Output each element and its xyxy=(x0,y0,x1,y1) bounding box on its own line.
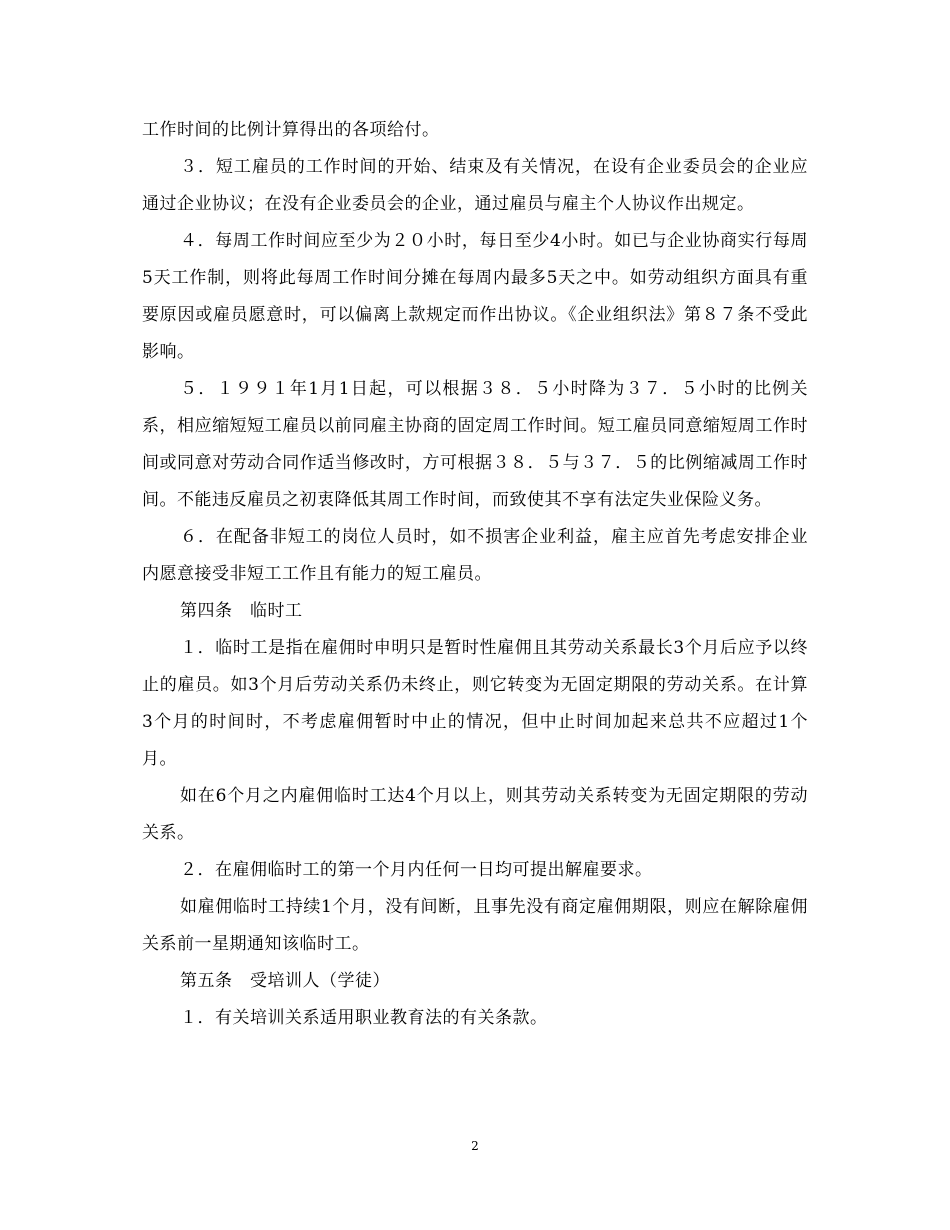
paragraph: ５．１９９１年1月1日起，可以根据３８．５小时降为３７．５小时的比例关系，相应缩短短工雇员以前同雇主协商的固定周工作时间。短工雇员同意缩短周工作时间或同意对劳动合同作适当修改时，方可根据３８．５与３７．５的比例缩减周工作时间。不能违反雇员之初衷降低其周工作时间，而致使其不享有法定失业保险义务。 xyxy=(142,379,808,510)
paragraph: 工作时间的比例计算得出的各项给付。 xyxy=(142,120,440,140)
paragraph: ２．在雇佣临时工的第一个月内任何一日均可提出解雇要求。 xyxy=(180,860,653,880)
paragraph: １．有关培训关系适用职业教育法的有关条款。 xyxy=(180,1008,548,1028)
document-body xyxy=(142,112,808,1037)
paragraph: 如在6个月之内雇佣临时工达4个月以上，则其劳动关系转变为无固定期限的劳动关系。 xyxy=(142,786,808,843)
section-heading-article-4: 第四条 临时工 xyxy=(180,601,303,621)
paragraph: 如雇佣临时工持续1个月，没有间断，且事先没有商定雇佣期限，则应在解除雇佣关系前一星期通知该临时工。 xyxy=(142,897,808,954)
page-number: 2 xyxy=(471,1139,479,1153)
section-heading-article-5: 第五条 受培训人（学徒） xyxy=(180,971,390,991)
paragraph: ４．每周工作时间应至少为２０小时，每日至少4小时。如已与企业协商实行每周5天工作制，则将此每周工作时间分摊在每周内最多5天之中。如劳动组织方面具有重要原因或雇员愿意时，可以偏离上款规定而作出协议。《企业组织法》第８７条不受此影响。 xyxy=(142,231,808,362)
paragraph: ６．在配备非短工的岗位人员时，如不损害企业利益，雇主应首先考虑安排企业内愿意接受非短工工作且有能力的短工雇员。 xyxy=(142,527,808,584)
paragraph: １．临时工是指在雇佣时申明只是暂时性雇佣且其劳动关系最长3个月后应予以终止的雇员。如3个月后劳动关系仍未终止，则它转变为无固定期限的劳动关系。在计算3个月的时间时，不考虑雇佣暂时中止的情况，但中止时间加起来总共不应超过1个月。 xyxy=(142,638,808,769)
paragraph: ３．短工雇员的工作时间的开始、结束及有关情况，在设有企业委员会的企业应通过企业协议；在没有企业委员会的企业，通过雇员与雇主个人协议作出规定。 xyxy=(142,157,808,214)
